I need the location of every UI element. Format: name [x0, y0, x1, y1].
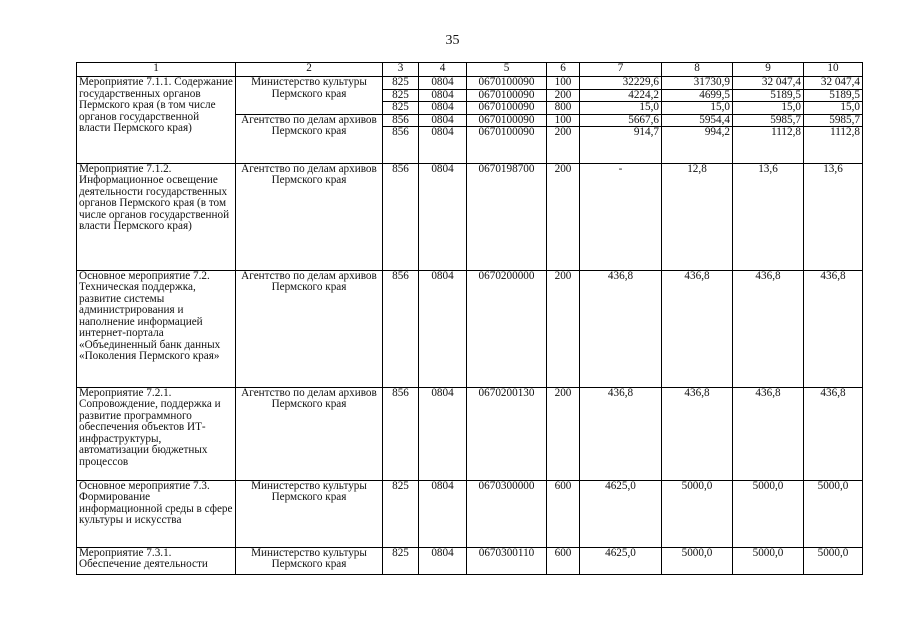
- cell-c5: 0670200000: [467, 270, 547, 387]
- table-row: [77, 547, 863, 574]
- cell-c6: 200: [547, 387, 580, 480]
- cell-c5: 0670100090: [467, 114, 547, 127]
- cell-c9: 15,0: [733, 102, 804, 115]
- cell-c10: 13,6: [804, 163, 863, 270]
- cell-c10: 5000,0: [804, 480, 863, 547]
- cell-c4: 0804: [419, 547, 467, 574]
- header-cell: 7: [580, 63, 662, 77]
- table-row: [77, 480, 863, 547]
- cell-c10: 1112,8: [804, 127, 863, 163]
- cell-c9: 5000,0: [733, 547, 804, 574]
- cell-c3: 825: [383, 102, 419, 115]
- cell-c7: -: [580, 163, 662, 270]
- cell-c6: 200: [547, 89, 580, 102]
- cell-c7: 436,8: [580, 387, 662, 480]
- cell-c10: 436,8: [804, 270, 863, 387]
- header-cell: 4: [419, 63, 467, 77]
- cell-c6: 200: [547, 270, 580, 387]
- cell-c8: 31730,9: [662, 77, 733, 90]
- cell-c10: 5000,0: [804, 547, 863, 574]
- cell-c7: 32229,6: [580, 77, 662, 90]
- cell-c8: 5000,0: [662, 480, 733, 547]
- cell-c5: 0670100090: [467, 127, 547, 163]
- header-cell: 6: [547, 63, 580, 77]
- cell-c4: 0804: [419, 114, 467, 127]
- header-cell: 1: [77, 63, 236, 77]
- cell-c4: 0804: [419, 89, 467, 102]
- cell-c4: 0804: [419, 387, 467, 480]
- cell-c7: 5667,6: [580, 114, 662, 127]
- cell-c7: 4625,0: [580, 547, 662, 574]
- cell-c3: 856: [383, 114, 419, 127]
- cell-c9: 436,8: [733, 387, 804, 480]
- cell-c6: 600: [547, 480, 580, 547]
- cell-c6: 200: [547, 127, 580, 163]
- cell-c3: 856: [383, 127, 419, 163]
- cell-c6: 600: [547, 547, 580, 574]
- cell-c10: 5985,7: [804, 114, 863, 127]
- activity-name: Мероприятие 7.3.1. Обеспечение деятельности: [77, 547, 236, 574]
- header-cell: 5: [467, 63, 547, 77]
- cell-c10: 436,8: [804, 387, 863, 480]
- organization: Агентство по делам архивов Пермского края: [236, 387, 383, 480]
- cell-c4: 0804: [419, 127, 467, 163]
- cell-c4: 0804: [419, 480, 467, 547]
- table-row: [77, 387, 863, 480]
- cell-c6: 100: [547, 77, 580, 90]
- cell-c7: 15,0: [580, 102, 662, 115]
- cell-c6: 200: [547, 163, 580, 270]
- cell-c3: 825: [383, 547, 419, 574]
- cell-c10: 32 047,4: [804, 77, 863, 90]
- header-cell: 9: [733, 63, 804, 77]
- header-cell: 2: [236, 63, 383, 77]
- cell-c9: 436,8: [733, 270, 804, 387]
- cell-c3: 856: [383, 387, 419, 480]
- cell-c8: 12,8: [662, 163, 733, 270]
- cell-c6: 100: [547, 114, 580, 127]
- header-cell: 8: [662, 63, 733, 77]
- cell-c5: 0670198700: [467, 163, 547, 270]
- cell-c4: 0804: [419, 77, 467, 90]
- organization: Министерство культуры Пермского края: [236, 480, 383, 547]
- cell-c7: 4224,2: [580, 89, 662, 102]
- organization: Агентство по делам архивов Пермского края: [236, 163, 383, 270]
- cell-c5: 0670100090: [467, 77, 547, 90]
- page-number: 35: [445, 33, 460, 48]
- cell-c9: 32 047,4: [733, 77, 804, 90]
- cell-c3: 825: [383, 89, 419, 102]
- cell-c8: 436,8: [662, 387, 733, 480]
- cell-c4: 0804: [419, 163, 467, 270]
- cell-c8: 994,2: [662, 127, 733, 163]
- cell-c4: 0804: [419, 102, 467, 115]
- activity-name: Мероприятие 7.2.1. Сопровождение, поддержка и развитие программного обеспечения объектов ИТ-инфраструктуры, автоматизации бюджетных процессов: [77, 387, 236, 480]
- cell-c3: 825: [383, 77, 419, 90]
- cell-c8: 15,0: [662, 102, 733, 115]
- cell-c8: 436,8: [662, 270, 733, 387]
- cell-c5: 0670100090: [467, 102, 547, 115]
- organization: Агентство по делам архивов Пермского края: [236, 114, 383, 163]
- cell-c8: 5000,0: [662, 547, 733, 574]
- organization: Министерство культуры Пермского края: [236, 547, 383, 574]
- table-row: [77, 77, 863, 90]
- header-cell: 3: [383, 63, 419, 77]
- table-row: [77, 163, 863, 270]
- header-cell: 10: [804, 63, 863, 77]
- cell-c9: 13,6: [733, 163, 804, 270]
- cell-c5: 0670300000: [467, 480, 547, 547]
- cell-c3: 825: [383, 480, 419, 547]
- cell-c8: 4699,5: [662, 89, 733, 102]
- cell-c6: 800: [547, 102, 580, 115]
- cell-c7: 436,8: [580, 270, 662, 387]
- cell-c5: 0670100090: [467, 89, 547, 102]
- organization: Агентство по делам архивов Пермского края: [236, 270, 383, 387]
- table-row: [77, 270, 863, 387]
- cell-c10: 15,0: [804, 102, 863, 115]
- cell-c9: 5189,5: [733, 89, 804, 102]
- activity-name: Мероприятие 7.1.1. Содержание государственных органов Пермского края (в том числе органов государственной власти Пермского края): [77, 77, 236, 164]
- cell-c5: 0670200130: [467, 387, 547, 480]
- budget-table: [76, 62, 863, 575]
- cell-c7: 914,7: [580, 127, 662, 163]
- cell-c9: 1112,8: [733, 127, 804, 163]
- activity-name: Основное мероприятие 7.3. Формирование информационной среды в сфере культуры и искусства: [77, 480, 236, 547]
- cell-c5: 0670300110: [467, 547, 547, 574]
- cell-c7: 4625,0: [580, 480, 662, 547]
- organization: Министерство культуры Пермского края: [236, 77, 383, 115]
- cell-c4: 0804: [419, 270, 467, 387]
- cell-c9: 5985,7: [733, 114, 804, 127]
- cell-c3: 856: [383, 163, 419, 270]
- activity-name: Мероприятие 7.1.2. Информационное освещение деятельности государственных органов Пермского края (в том числе органов государственной власти Пермского края): [77, 163, 236, 270]
- header-row: [77, 63, 863, 77]
- cell-c9: 5000,0: [733, 480, 804, 547]
- cell-c10: 5189,5: [804, 89, 863, 102]
- activity-name: Основное мероприятие 7.2. Техническая поддержка, развитие системы администрирования и наполнение информацией интернет-портала «Объединенный банк данных «Поколения Пермского края»: [77, 270, 236, 387]
- cell-c3: 856: [383, 270, 419, 387]
- cell-c8: 5954,4: [662, 114, 733, 127]
